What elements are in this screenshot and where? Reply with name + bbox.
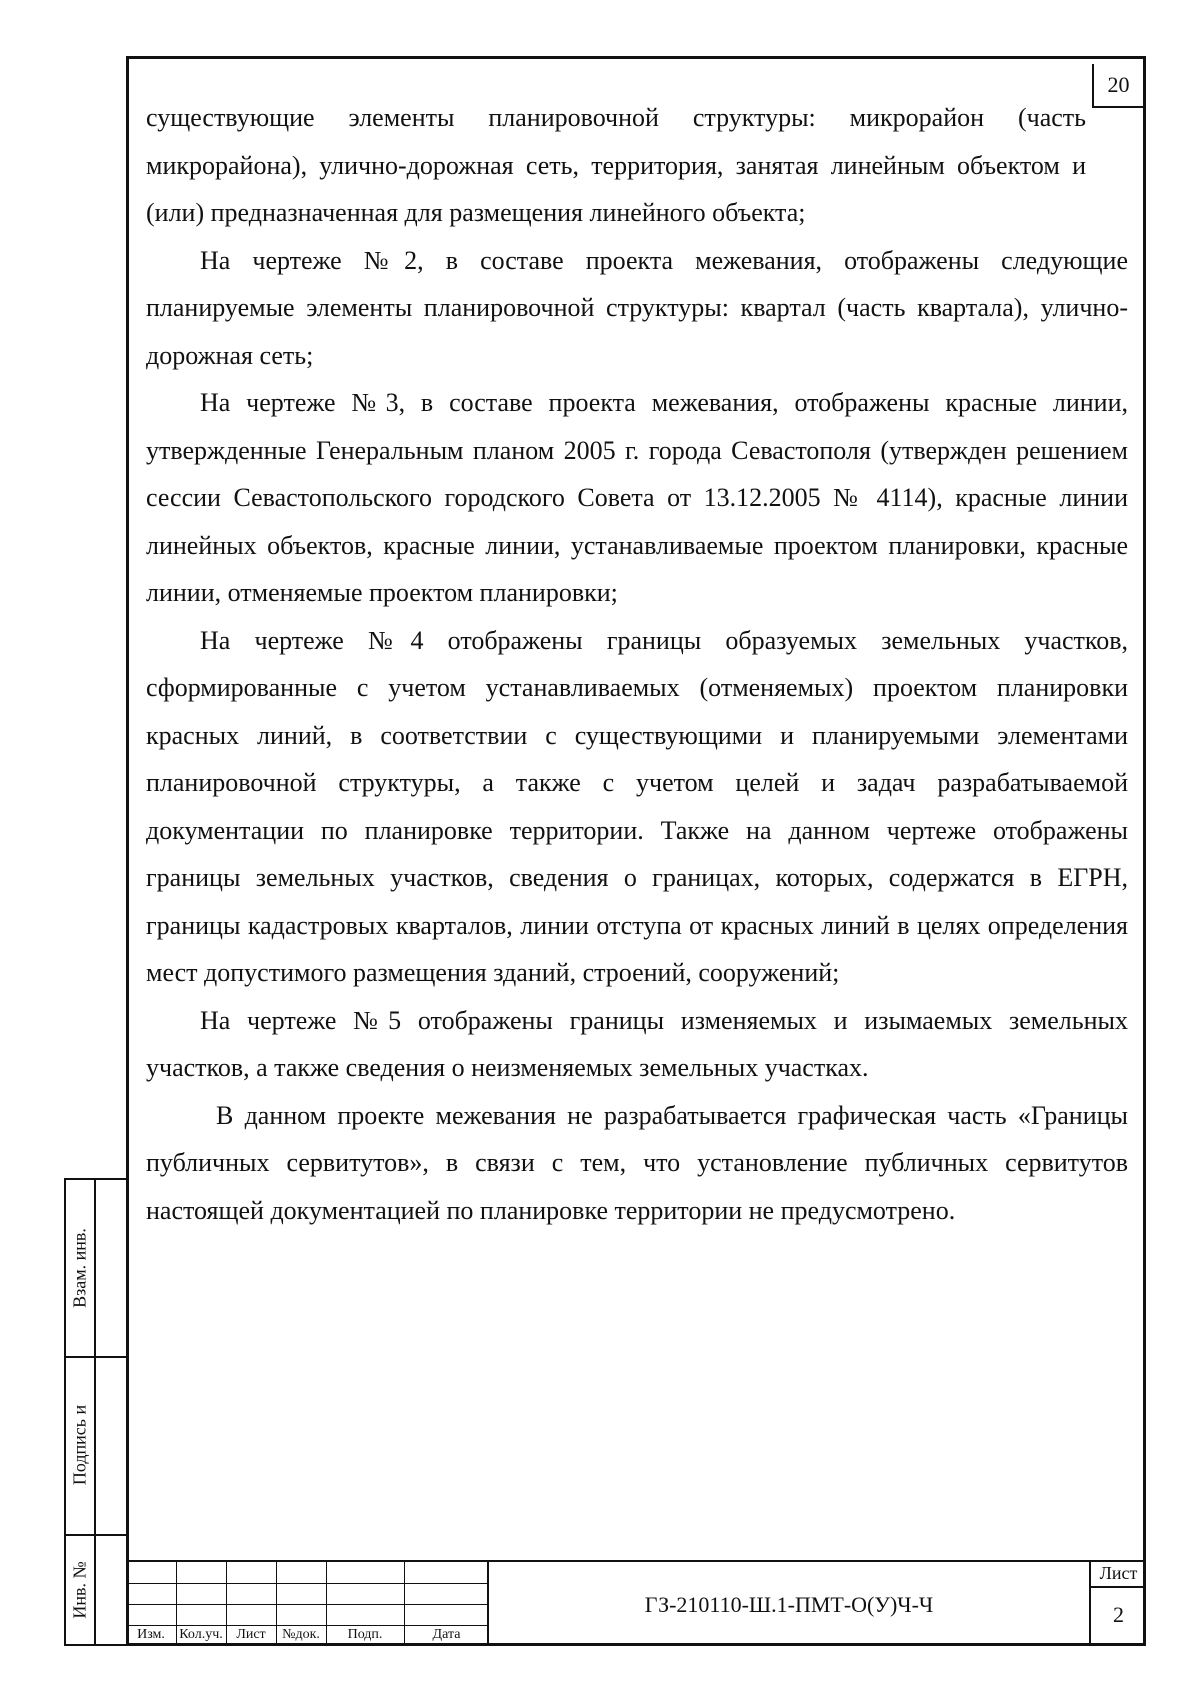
paragraph: На чертеже №2, в составе проекта межевания, отображены следующие планируемые элементы планировочной структуры: квартал (часть квартала), улично-дорожная сеть; [146,245,1128,370]
side-label-vzam: Взам. инв. [69,1228,90,1308]
paragraph: На чертеже №4 отображены границы образуемых земельных участков, сформированные с учетом устанавливаемых (отменяемых) проектом планировки красных линий, в соответствии с существующими и планируемыми элементами планировочной структуры, а также с учетом целей и задач разрабатываемой документации по планировке территории. Также на данном чертеже отображены границы земельных участков, сведения о границах, которых, содержатся в ЕГРН, границы кадастровых кварталов, линии отступа от красных линий в целях определения мест допустимого размещения зданий, строений, сооружений; [146,625,1128,987]
paragraph: На чертеже №5 отображены границы изменяемых и изымаемых земельных участков, а также сведения о неизменяемых земельных участках. [146,1005,1128,1082]
page-number: 20 [1092,64,1143,108]
header-list: Лист [236,1627,266,1642]
header-izm: Изм. [137,1627,165,1642]
sheet-label: Лист [1091,1562,1146,1588]
title-block [126,1560,1146,1646]
sheet-number: 2 [1113,1602,1124,1627]
side-label-inv: Инв. № [69,1561,90,1619]
paragraph: существующие элементы планировочной структуры: микрорайон (часть микрорайона), улично-дорожная сеть, территория, занятая линейным объектом и (или) предназначенная для размещения линейного объекта; [146,103,1086,227]
header-ndok: №док. [282,1627,320,1642]
header-koluch: Кол.уч. [179,1627,223,1642]
document-body [146,94,1128,1234]
revision-table [126,1560,489,1646]
document-code: ГЗ-210110-Ш.1-ПМТ-О(У)Ч-Ч [489,1560,1089,1648]
header-data: Дата [432,1627,461,1642]
header-podp: Подп. [347,1627,383,1642]
paragraph: На чертеже №3, в составе проекта межевания, отображены красные линии, утвержденные Генеральным планом 2005 г. города Севастополя (утвержден решением сессии Севастопольского городского Совета от 13.12.2005 № 4114), красные линии линейных объектов, красные линии, устанавливаемые проектом планировки, красные линии, отменяемые проектом планировки; [146,388,1128,607]
side-stamp-strip [64,1178,126,1646]
paragraph: В данном проекте межевания не разрабатывается графическая часть «Границы публичных сервитутов», в связи с тем, что установление публичных сервитутов настоящей документацией по планировке территории не предусмотрено. [146,1100,1128,1225]
side-label-podpis: Подпись и [69,1404,90,1486]
sheet-cell [1089,1560,1146,1646]
